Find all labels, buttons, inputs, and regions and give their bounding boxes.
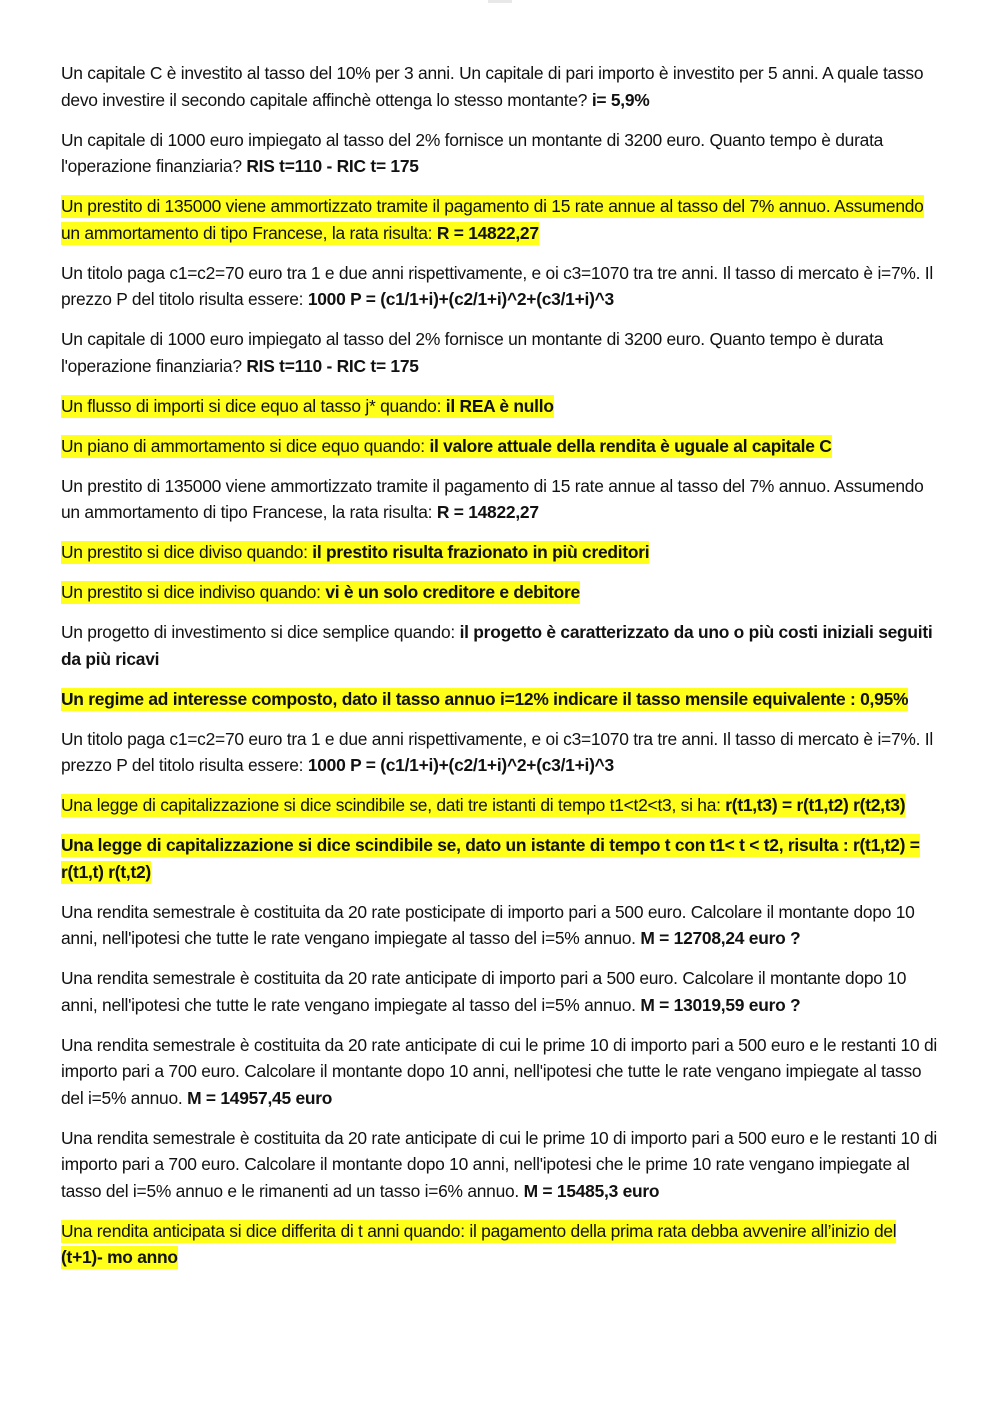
page-header-mark (488, 0, 512, 3)
question-paragraph-highlighted (61, 1218, 941, 1271)
question-paragraph-highlighted (61, 686, 941, 713)
question-text: Un capitale di 1000 euro impiegato al tasso del 2% fornisce un montante di 3200 euro. Quanto tempo è durata l'operazione finanziaria? (61, 129, 884, 176)
question-text: Un titolo paga c1=c2=70 euro tra 1 e due anni rispettivamente, e oi c3=1070 tra tre anni. Il tasso di mercato è i=7%. Il prezzo P del titolo risulta essere: (61, 262, 933, 309)
document-page (61, 60, 941, 1284)
question-paragraph-highlighted (61, 539, 941, 566)
answer-text: M = 14957,45 euro (187, 1087, 333, 1108)
question-text: Un capitale C è investito al tasso del 10% per 3 anni. Un capitale di pari importo è investito per 5 anni. A quale tasso devo investire il secondo capitale affinchè ottenga lo stesso montante? (61, 63, 924, 110)
question-text: Un prestito si dice indiviso quando: (61, 582, 326, 602)
answer-text: il REA è nullo (445, 395, 554, 416)
question-paragraph (61, 473, 941, 526)
answer-text: 1000 P = (c1/1+i)+(c2/1+i)^2+(c3/1+i)^3 (307, 289, 614, 309)
question-paragraph-highlighted (61, 832, 941, 885)
answer-text: vi è un solo creditore e debitore (325, 582, 580, 602)
answer-text: il valore attuale della rendita è uguale al capitale C (429, 435, 832, 456)
answer-text: i= 5,9% (591, 89, 650, 110)
question-paragraph-highlighted (61, 792, 941, 819)
answer-text: r(t1,t3) = r(t1,t2) r(t2,t3) (725, 795, 906, 815)
answer-text: 1000 P = (c1/1+i)+(c2/1+i)^2+(c3/1+i)^3 (307, 755, 614, 775)
question-text: Un prestito si dice diviso quando: (61, 542, 313, 562)
answer-text: Un regime ad interesse composto, dato il tasso annuo i=12% indicare il tasso mensile equivalente : 0,95% (61, 688, 909, 709)
question-paragraph (61, 1125, 941, 1205)
question-text: Una rendita semestrale è costituita da 20 rate anticipate di importo pari a 500 euro. Calcolare il montante dopo 10 anni, nell'ipotesi che tutte le rate vengano impiegate al tasso del i=5% annuo. (61, 968, 907, 1015)
answer-text: il progetto è caratterizzato da uno o più costi iniziali seguiti da più ricavi (61, 622, 933, 669)
question-paragraph (61, 899, 941, 952)
answer-text: R = 14822,27 (436, 502, 539, 522)
answer-text: (t+1)- mo anno (61, 1247, 178, 1267)
question-paragraph (61, 260, 941, 313)
question-paragraph-highlighted (61, 393, 941, 420)
question-text: Una rendita semestrale è costituita da 20 rate anticipate di cui le prime 10 di importo pari a 500 euro e le restanti 10 di importo pari a 700 euro. Calcolare il montante dopo 10 anni, nell'ipotesi che tutte le rate vengano impiegate al tasso del i=5% annuo. (61, 1034, 938, 1108)
answer-text: Una legge di capitalizzazione si dice scindibile se, dato un istante di tempo t con t1< t < t2, risulta : r(t1,t2) = r(t1,t) r(t,t2) (61, 835, 920, 882)
question-text: Una rendita semestrale è costituita da 20 rate anticipate di cui le prime 10 di importo pari a 500 euro e le restanti 10 di importo pari a 700 euro. Calcolare il montante dopo 10 anni, nell'ipotesi che le prime 10 rate vengano impiegate al tasso del i=5% annuo e le rimanenti ad un tasso i=6% annuo. (61, 1127, 938, 1201)
question-paragraph (61, 127, 941, 180)
question-text: Un progetto di investimento si dice semplice quando: (61, 622, 460, 642)
question-paragraph (61, 1032, 941, 1112)
question-text: Un piano di ammortamento si dice equo quando: (61, 435, 430, 456)
question-text: Una rendita semestrale è costituita da 20 rate posticipate di importo pari a 500 euro. Calcolare il montante dopo 10 anni, nell'ipotesi che tutte le rate vengano impiegate al tasso del i=5% annuo. (61, 901, 915, 948)
question-text: Un prestito di 135000 viene ammortizzato tramite il pagamento di 15 rate annue al tasso del 7% annuo. Assumendo un ammortamento di tipo Francese, la rata risulta: (61, 196, 924, 243)
question-paragraph (61, 326, 941, 379)
question-paragraph-highlighted (61, 433, 941, 460)
answer-text: R = 14822,27 (436, 222, 539, 243)
question-paragraph-highlighted (61, 193, 941, 246)
question-paragraph (61, 60, 941, 113)
answer-text: M = 12708,24 euro ? (640, 928, 801, 948)
question-text: Una legge di capitalizzazione si dice scindibile se, dati tre istanti di tempo t1<t2<t3, si ha: (61, 795, 726, 815)
question-text: Una rendita anticipata si dice differita di t anni quando: il pagamento della prima rata debba avvenire all’inizio del (61, 1220, 897, 1241)
answer-text: RIS t=110 - RIC t= 175 (246, 156, 419, 176)
answer-text: M = 15485,3 euro (523, 1180, 660, 1201)
question-text: Un flusso di importi si dice equo al tasso j* quando: (61, 395, 446, 416)
question-text: Un titolo paga c1=c2=70 euro tra 1 e due anni rispettivamente, e oi c3=1070 tra tre anni. Il tasso di mercato è i=7%. Il prezzo P del titolo risulta essere: (61, 728, 933, 775)
question-text: Un capitale di 1000 euro impiegato al tasso del 2% fornisce un montante di 3200 euro. Quanto tempo è durata l'operazione finanziaria? (61, 329, 884, 376)
answer-text: M = 13019,59 euro ? (640, 994, 801, 1015)
answer-text: il prestito risulta frazionato in più creditori (312, 542, 650, 562)
answer-text: RIS t=110 - RIC t= 175 (246, 355, 419, 376)
question-paragraph (61, 965, 941, 1018)
question-paragraph-highlighted (61, 579, 941, 606)
question-text: Un prestito di 135000 viene ammortizzato tramite il pagamento di 15 rate annue al tasso del 7% annuo. Assumendo un ammortamento di tipo Francese, la rata risulta: (61, 475, 924, 522)
question-paragraph (61, 726, 941, 779)
question-paragraph (61, 619, 941, 672)
